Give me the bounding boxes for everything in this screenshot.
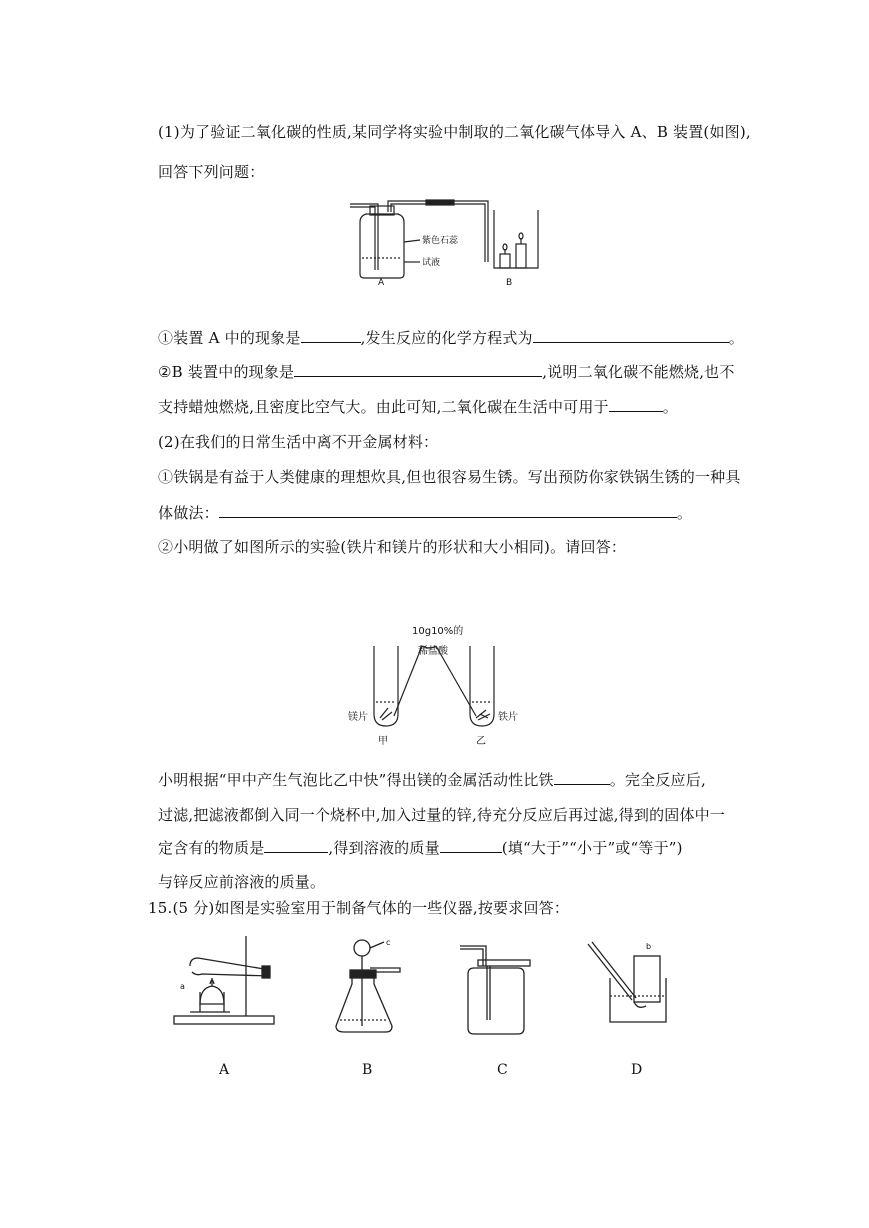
acid-label-2: 稀盐酸 <box>418 646 448 657</box>
magnesium-label: 镁片 <box>348 712 368 723</box>
apparatus-c <box>456 940 536 1036</box>
answer-blank-rust-prevention[interactable] <box>219 503 677 518</box>
iron-wok-line-1: ①铁锅是有益于人类健康的理想炊具,但也很容易生锈。写出预防你家铁锅生锈的一种具 <box>158 468 741 486</box>
tube-jia-label: 甲 <box>378 736 388 747</box>
answer-blank-solid[interactable] <box>264 838 328 853</box>
answer-blank-mass[interactable] <box>440 838 502 853</box>
conclusion-line-3: 定含有的物质是 ,得到溶液的质量 (填“大于”“小于”或“等于”) <box>158 839 683 857</box>
question-1-2: ②B 装置中的现象是 ,说明二氧化碳不能燃烧,也不 <box>158 363 735 381</box>
part-2-heading: (2)在我们的日常生活中离不开金属材料： <box>158 433 439 451</box>
intro-line-2: 回答下列问题： <box>158 163 265 181</box>
apparatus-label-c: C <box>497 1062 508 1078</box>
question-1-1: ①装置 A 中的现象是 ,发生反应的化学方程式为 。 <box>158 329 744 347</box>
question-15-stem: 15.(5 分)如图是实验室用于制备气体的一些仪器,按要求回答： <box>148 899 570 917</box>
reagent-label-1: 紫色石蕊 <box>422 236 459 246</box>
reagent-label-2: 试液 <box>422 258 441 268</box>
apparatus-a <box>170 932 280 1032</box>
apparatus-d <box>582 938 672 1034</box>
apparatus-label-a: A <box>219 1062 230 1078</box>
figure-label-a: A <box>378 278 385 288</box>
tube-yi-label: 乙 <box>476 736 486 747</box>
apparatus-label-b: B <box>362 1062 373 1078</box>
iron-wok-line-2: 体做法： 。 <box>158 504 693 522</box>
co2-apparatus-figure <box>340 192 550 292</box>
conclusion-line-1: 小明根据“甲中产生气泡比乙中快”得出镁的金属活动性比铁 。完全反应后, <box>158 771 706 789</box>
apparatus-b <box>330 936 420 1036</box>
answer-blank-use[interactable] <box>609 397 663 412</box>
conclusion-line-2: 过滤,把滤液都倒入同一个烧杯中,加入过量的锌,待充分反应后再过滤,得到的固体中一 <box>158 806 726 824</box>
conclusion-line-4: 与锌反应前溶液的质量。 <box>158 873 326 891</box>
answer-blank-phenomenon-a[interactable] <box>301 328 361 343</box>
intro-line-1: (1)为了验证二氧化碳的性质,某同学将实验中制取的二氧化碳气体导入 A、B 装置(如图), <box>158 123 751 141</box>
answer-blank-activity[interactable] <box>554 770 610 785</box>
answer-blank-equation[interactable] <box>533 328 729 343</box>
apparatus-d-mini-label: b <box>646 942 652 951</box>
test-tube-figure <box>340 620 540 750</box>
question-1-2-cont: 支持蜡烛燃烧,且密度比空气大。由此可知,二氧化碳在生活中可用于 。 <box>158 398 678 416</box>
apparatus-label-d: D <box>631 1062 643 1078</box>
apparatus-a-mini-label: a <box>180 982 185 991</box>
experiment-line: ②小明做了如图所示的实验(铁片和镁片的形状和大小相同)。请回答： <box>158 538 627 556</box>
iron-label: 铁片 <box>498 712 518 723</box>
answer-blank-phenomenon-b[interactable] <box>294 362 542 377</box>
acid-label-1: 10g10%的 <box>412 626 464 637</box>
figure-label-b: B <box>506 278 513 288</box>
apparatus-b-mini-label: c <box>386 938 391 947</box>
